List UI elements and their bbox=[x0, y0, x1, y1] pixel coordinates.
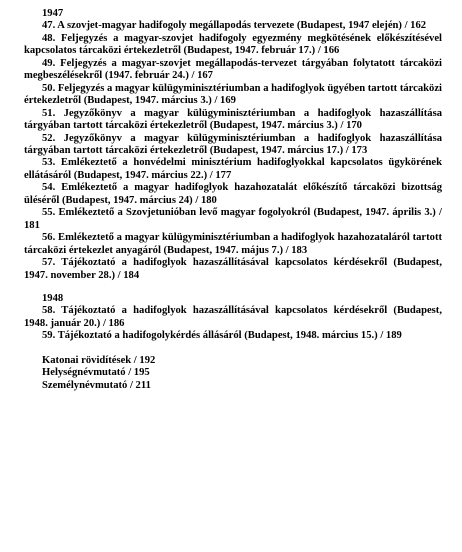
contents-entry-47: 47. A szovjet-magyar hadifogoly megállapodás tervezete (Budapest, 1947 elején) / 162 bbox=[42, 20, 427, 32]
year-heading-1948: 1948 bbox=[42, 292, 64, 304]
contents-entry-50: 50. Feljegyzés a magyar külügyminisztériumban a hadifoglyok ügyében tartott tárcaközi értekezletről (Budapest, 1947. március 3.) / 169 bbox=[24, 82, 442, 107]
contents-entry-58: 58. Tájékoztató a hadifoglyok hazaszállításával kapcsolatos kérdésekről (Budapest, 1948. január 20.) / 186 bbox=[24, 305, 442, 329]
contents-entry-57: 57. Tájékoztató a hadifoglyok hazaszállításával kapcsolatos kérdésekről (Budapest, 1947. november 28.) / 184 bbox=[24, 257, 442, 281]
section-spacer bbox=[24, 282, 442, 293]
year-heading-1947: 1947 bbox=[42, 8, 64, 19]
appendix-spacer bbox=[24, 343, 442, 355]
contents-entry-52: 52. Jegyzőkönyv a magyar külügyminisztériumban a hadifoglyok hazaszállítása tárgyában tartott tárcaközi értekezletről (Budapest, 1947. március 17.) / 173 bbox=[24, 132, 442, 156]
contents-entry-53: 53. Emlékeztető a honvédelmi minisztérium hadifoglyokkal kapcsolatos ügykörének ellátásáról (Budapest, 1947. március 22.) / 177 bbox=[24, 157, 442, 181]
contents-entry-49: 49. Feljegyzés a magyar-szovjet megállapodás-tervezet tárgyában folytatott tárcaközi megbeszélésekről (1947. február 24.) / 167 bbox=[24, 57, 442, 82]
contents-entry-56: 56. Emlékeztető a magyar külügyminisztériumban a hadifoglyok hazahozataláról tartott tárcaközi értekezlet anyagáról (Budapest, 1947. május 7.) / 183 bbox=[24, 232, 442, 256]
appendix-person-index: Személynévmutató / 211 bbox=[42, 379, 151, 391]
contents-entry-51: 51. Jegyzőkönyv a magyar külügyminisztériumban a hadifoglyok hazaszállítása tárgyában tartott tárcaközi értekezletről (Budapest, 1947. március 3.) / 170 bbox=[24, 107, 442, 132]
appendix-place-index: Helységnévmutató / 195 bbox=[42, 367, 150, 379]
contents-entry-54: 54. Emlékeztető a magyar hadifoglyok hazahozatalát előkészítő tárcaközi bizottság üléséről (Budapest, 1947. március 24) / 180 bbox=[24, 182, 442, 206]
appendix-military-abbreviations: Katonai rövidítések / 192 bbox=[42, 354, 156, 366]
contents-entry-59: 59. Tájékoztató a hadifogolykérdés állásáról (Budapest, 1948. március 15.) / 189 bbox=[42, 330, 402, 342]
contents-entry-55: 55. Emlékeztető a Szovjetunióban levő magyar fogolyokról (Budapest, 1947. április 3.) / 181 bbox=[24, 207, 442, 231]
contents-entry-48: 48. Feljegyzés a magyar-szovjet hadifogoly egyezmény megkötésének előkészítésével kapcsolatos tárcaközi értekezletről (Budapest, 1947. február 17.) / 166 bbox=[24, 32, 442, 57]
